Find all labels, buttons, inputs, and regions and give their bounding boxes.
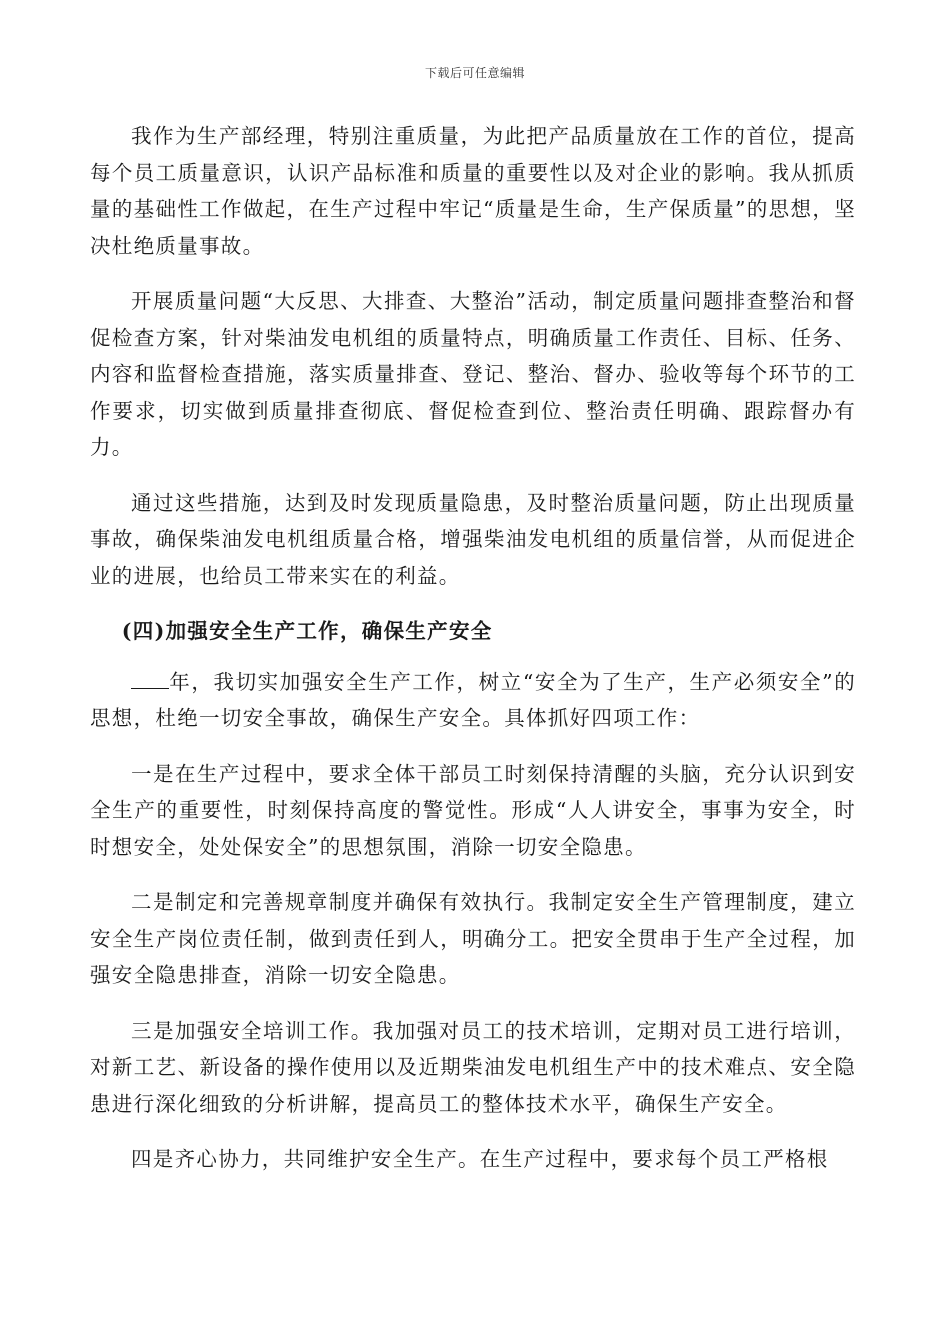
paragraph-safety-item-4: 四是齐心协力，共同维护安全生产。在生产过程中，要求每个员工严格根: [131, 1147, 829, 1171]
paragraph-safety-intro: [90, 664, 856, 737]
paragraph-safety-item-1: 一是在生产过程中，要求全体干部员工时刻保持清醒的头脑，充分认识到安全生产的重要性，时刻保持高度的警觉性。形成“人人讲安全，事事为安全，时时想安全，处处保安全”的思想氛围，消除一切安全隐患。: [90, 761, 856, 859]
paragraph-safety-intro-text: 年，我切实加强安全生产工作，树立“安全为了生产，生产必须安全”的思想，杜绝一切安全事故，确保生产安全。具体抓好四项工作：: [90, 669, 856, 730]
page-header: 下载后可任意编辑: [424, 66, 525, 80]
section-heading-safety: (四)加强安全生产工作，确保生产安全: [121, 619, 493, 643]
paragraph-safety-item-3: 三是加强安全培训工作。我加强对员工的技术培训，定期对员工进行培训，对新工艺、新设备的操作使用以及近期柴油发电机组生产中的技术难点、安全隐患进行深化细致的分析讲解，提高员工的整体技术水平，确保生产安全。: [90, 1018, 856, 1116]
paragraph-safety-item-2: 二是制定和完善规章制度并确保有效执行。我制定安全生产管理制度，建立安全生产岗位责任制，做到责任到人，明确分工。把安全贯串于生产全过程，加强安全隐患排查，消除一切安全隐患。: [90, 890, 856, 987]
paragraph-quality-campaign: 开展质量问题“大反思、大排查、大整治”活动，制定质量问题排查整治和督促检查方案，针对柴油发电机组的质量特点，明确质量工作责任、目标、任务、内容和监督检查措施，落实质量排查、登记、整治、督办、验收等每个环节的工作要求，切实做到质量排查彻底、督促检查到位、整治责任明确、跟踪督办有力。: [90, 289, 856, 459]
paragraph-quality-results: 通过这些措施，达到及时发现质量隐患，及时整治质量问题，防止出现质量事故，确保柴油发电机组质量合格，增强柴油发电机组的质量信誉，从而促进企业的进展，也给员工带来实在的利益。: [90, 490, 856, 588]
document-body: [90, 118, 856, 1197]
paragraph-quality-focus: 我作为生产部经理，特别注重质量，为此把产品质量放在工作的首位，提高每个员工质量意识，认识产品标准和质量的重要性以及对企业的影响。我从抓质量的基础性工作做起，在生产过程中牢记“质量是生命，生产保质量”的思想，坚决杜绝质量事故。: [90, 124, 856, 258]
year-blank-underline: [131, 666, 169, 689]
